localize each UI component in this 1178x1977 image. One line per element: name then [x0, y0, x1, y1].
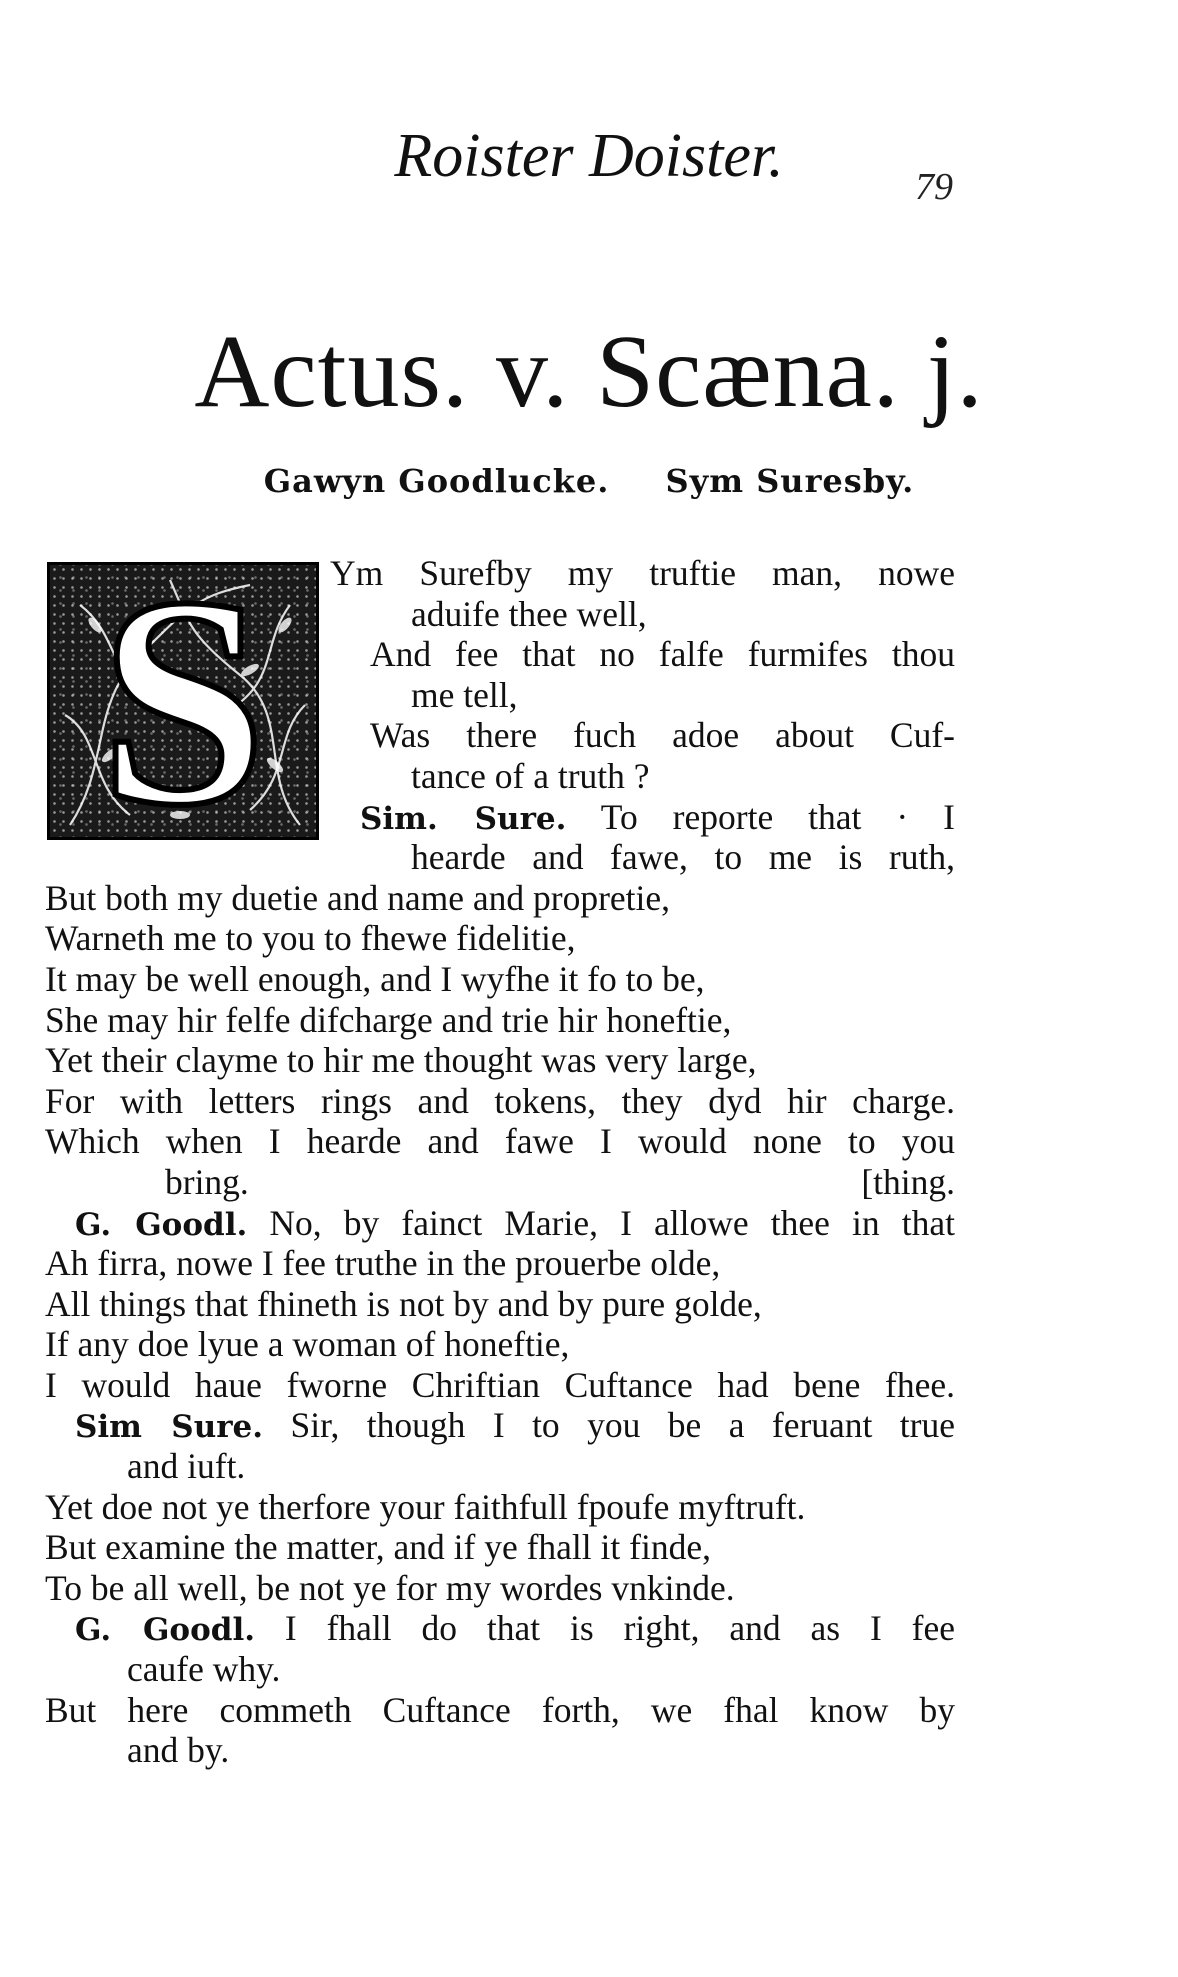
verse-line — [45, 1649, 955, 1690]
page-number: 79 — [915, 166, 953, 208]
speaker-gawyn-goodlucke: Gawyn Goodlucke. — [263, 462, 610, 500]
scene-speakers — [0, 462, 1178, 500]
verse-line — [45, 1730, 955, 1771]
verse-line — [45, 1000, 955, 1041]
verse-line-text: Warneth me to you to fhewe fidelitie, — [45, 918, 576, 959]
verse-line — [45, 1203, 955, 1244]
verse-line — [45, 797, 955, 838]
verse-line-text: All things that fhineth is not by and by pure golde, — [45, 1283, 762, 1324]
scene-title: Actus. v. Scæna. j. — [194, 314, 984, 429]
verse-line — [45, 918, 955, 959]
verse-line-text: But here commeth Cuftance forth, we fhal know by — [45, 1689, 955, 1730]
speaker-label: Sim Sure. — [75, 1409, 264, 1446]
verse-line-text: She may hir felfe difcharge and trie hir honeftie, — [45, 999, 732, 1040]
verse-line — [45, 837, 955, 878]
verse-line — [45, 1446, 955, 1487]
verse-line-text: Was there fuch adoe about Cuf- — [370, 715, 955, 756]
verse-line-text: For with letters rings and tokens, they dyd hir charge. — [45, 1080, 955, 1121]
speaker-label: Sim. Sure. — [360, 800, 567, 837]
verse-line — [45, 756, 955, 797]
verse-line — [45, 1568, 955, 1609]
verse-text — [45, 553, 955, 1771]
verse-line-text: bring. — [165, 1161, 249, 1202]
verse-line-text: Which when I hearde and fawe I would none to you — [45, 1121, 955, 1162]
verse-line-text: It may be well enough, and I wyfhe it fo to be, — [45, 958, 705, 999]
verse-line — [45, 1081, 955, 1122]
verse-line-text: I would haue fworne Chriftian Cuftance had bene fhee. — [45, 1364, 955, 1405]
verse-line-text: But both my duetie and name and propretie, — [45, 877, 671, 918]
verse-line — [45, 1284, 955, 1325]
verse-line — [45, 1690, 955, 1731]
verse-line-text: To reporte that · I — [566, 796, 955, 837]
running-head: Roister Doister. — [394, 122, 784, 190]
verse-line-text: No, by fainct Marie, I allowe thee in that — [247, 1202, 955, 1243]
verse-line — [45, 1608, 955, 1649]
verse-line — [45, 1243, 955, 1284]
verse-line-text: and by. — [127, 1730, 230, 1771]
verse-line-text: me tell, — [411, 674, 518, 715]
verse-line — [45, 1365, 955, 1406]
speaker-label: G. Goodl. — [75, 1612, 256, 1649]
verse-line — [45, 675, 955, 716]
verse-line-text: I fhall do that is right, and as I fee — [255, 1608, 955, 1649]
verse-line — [45, 878, 955, 919]
verse-line-text: And fee that no falfe furmifes thou — [370, 634, 955, 675]
verse-line-text: But examine the matter, and if ye fhall it finde, — [45, 1527, 711, 1568]
verse-line-text: Yet their clayme to hir me thought was very large, — [45, 1040, 757, 1081]
verse-line-text: To be all well, be not ye for my wordes vnkinde. — [45, 1567, 735, 1608]
verse-line — [45, 1527, 955, 1568]
verse-line — [45, 594, 955, 635]
verse-line — [45, 553, 955, 594]
verse-line — [45, 1040, 955, 1081]
speaker-label: G. Goodl. — [75, 1206, 248, 1243]
verse-line-text: caufe why. — [127, 1649, 281, 1690]
verse-line — [45, 1324, 955, 1365]
verse-line — [45, 1121, 955, 1162]
initial-letter: S — [99, 562, 267, 840]
verse-line-text: Yet doe not ye therfore your faithfull fpoufe myftruft. — [45, 1486, 806, 1527]
verse-line-text: and iuft. — [127, 1446, 246, 1487]
verse-line-text: tance of a truth ? — [411, 755, 650, 796]
verse-line-text: hearde and fawe, to me is ruth, — [411, 837, 955, 878]
verse-line-text: If any doe lyue a woman of honeftie, — [45, 1324, 570, 1365]
verse-line — [45, 1405, 955, 1446]
verse-line — [45, 715, 955, 756]
turnover-word: [thing. — [861, 1161, 955, 1202]
verse-line — [45, 1487, 955, 1528]
verse-line — [45, 1162, 955, 1203]
verse-line-text: Ym Surefby my truftie man, nowe — [330, 553, 955, 593]
verse-line — [45, 634, 955, 675]
verse-line-text: aduife thee well, — [411, 593, 647, 634]
verse-line — [45, 959, 955, 1000]
verse-line-text: Sir, though I to you be a feruant true — [263, 1405, 956, 1446]
speaker-sym-suresby: Sym Suresby. — [665, 462, 915, 500]
verse-line-text: Ah firra, nowe I fee truthe in the prouerbe olde, — [45, 1243, 721, 1284]
